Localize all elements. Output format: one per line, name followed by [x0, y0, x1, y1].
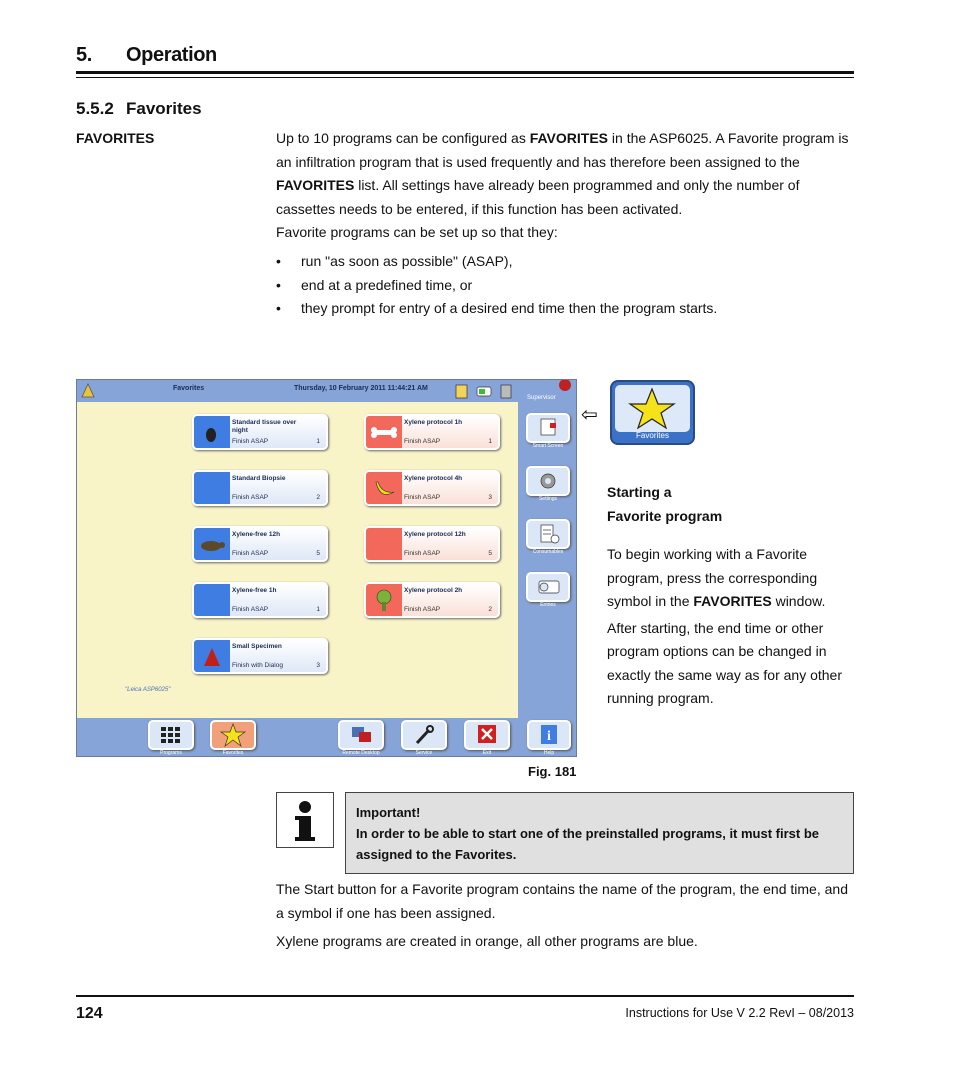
footer-rule	[76, 995, 854, 997]
start-text	[607, 543, 855, 711]
program-button[interactable]: Xylene protocol 4h Finish ASAP 3	[364, 470, 500, 506]
important-text: In order to be able to start one of the preinstalled programs, it must first be assigned to the Favorites.	[356, 826, 820, 862]
remote-desktop-button[interactable]	[338, 720, 384, 750]
help-label: Help	[543, 750, 555, 756]
important-title: Important!	[356, 805, 421, 820]
header-rule-thin	[76, 77, 854, 78]
smart-screen-button[interactable]	[526, 413, 570, 443]
user-icon	[553, 380, 577, 394]
banana-icon	[366, 472, 402, 504]
program-button[interactable]: Xylene-free 12h Finish ASAP 5	[192, 526, 328, 562]
info-icon	[276, 792, 334, 848]
program-symbol	[366, 528, 402, 560]
screen-title: Favorites	[173, 385, 205, 392]
program-symbol	[194, 416, 230, 448]
start-paragraph-2: After starting, the end time or other program options can be changed in exactly the same way as for any other running program.	[607, 619, 842, 706]
favorites-icon-face	[615, 385, 690, 432]
svg-text:i: i	[547, 729, 551, 744]
smart-screen-label: Smart Screen	[532, 443, 564, 449]
program-button[interactable]: Small Specimen Finish with Dialog 3	[192, 638, 328, 674]
chapter-title: Operation	[126, 44, 217, 66]
chapter-number: 5.	[76, 44, 92, 66]
section-title: Favorites	[126, 99, 202, 118]
specimen-icon	[194, 640, 230, 672]
page-number: 124	[76, 1005, 103, 1022]
start-paragraph-1: To begin working with a Favorite program, press the corresponding symbol in the FAVORITES window.	[607, 546, 826, 609]
screen-datetime: Thursday, 10 February 2011 11:44:21 AM	[294, 385, 428, 392]
service-label: Service	[415, 750, 433, 756]
programs-label: Programs	[160, 750, 182, 756]
options-list	[276, 250, 856, 321]
broccoli-icon	[366, 584, 402, 616]
favorites-tab-button[interactable]	[210, 720, 256, 750]
settings-button[interactable]	[526, 466, 570, 496]
section-heading	[76, 99, 202, 119]
entries-label: Entries	[540, 602, 556, 608]
status-icons	[455, 384, 515, 400]
list-item: • end at a predefined time, or	[276, 274, 856, 298]
bone-icon	[366, 416, 402, 448]
section-number: 5.5.2	[76, 99, 114, 118]
side-label: FAVORITES	[76, 130, 155, 146]
favorites-icon-label: Favorites	[636, 431, 669, 440]
help-button[interactable]	[527, 720, 571, 750]
list-item: • run "as soon as possible" (ASAP),	[276, 250, 856, 274]
list-item: • they prompt for entry of a desired end time then the program starts.	[276, 297, 856, 321]
favorites-icon	[610, 380, 695, 445]
intro-paragraph-1: Up to 10 programs can be configured as FAVORITES in the ASP6025. A Favorite program is an infiltration program that is used frequently and has therefore been assigned to the FAVORITES list. All settings have already been programmed and only the number of cassettes needs to be entered, if this function has been activated.	[276, 130, 849, 217]
user-label: Supervisor	[527, 395, 556, 401]
program-button[interactable]: Xylene protocol 2h Finish ASAP 2	[364, 582, 500, 618]
program-symbol	[194, 472, 230, 504]
chapter-heading	[76, 44, 217, 67]
start-heading: Starting a Favorite program	[607, 484, 723, 524]
favorites-label: Favorites	[222, 750, 244, 756]
service-button[interactable]	[401, 720, 447, 750]
star-icon	[615, 385, 690, 432]
settings-label: Settings	[538, 496, 558, 502]
footer-doc: Instructions for Use V 2.2 RevI – 08/2013	[625, 1006, 854, 1020]
program-symbol	[194, 584, 230, 616]
program-button[interactable]: Xylene protocol 12h Finish ASAP 5	[364, 526, 500, 562]
exit-button[interactable]	[464, 720, 510, 750]
program-button[interactable]: Xylene protocol 1h Finish ASAP 1	[364, 414, 500, 450]
figure-caption: Fig. 181	[528, 764, 577, 779]
entries-button[interactable]	[526, 572, 570, 602]
after-paragraph-1: The Start button for a Favorite program contains the name of the program, the end time, and a symbol if one has been assigned.	[276, 881, 848, 921]
program-button[interactable]: Standard tissue over night Finish ASAP 1	[192, 414, 328, 450]
after-paragraph-2: Xylene programs are created in orange, all other programs are blue.	[276, 933, 698, 949]
hazard-icon	[81, 383, 95, 399]
program-button[interactable]: Xylene-free 1h Finish ASAP 1	[192, 582, 328, 618]
important-note	[345, 792, 854, 874]
favorites-screenshot	[76, 379, 577, 757]
screen-watermark: "Leica ASP6025"	[125, 687, 171, 693]
program-button[interactable]: Standard Biopsie Finish ASAP 2	[192, 470, 328, 506]
consumables-button[interactable]	[526, 519, 570, 549]
arrow-left-icon: ⇦	[581, 404, 598, 426]
intro-paragraph-2: Favorite programs can be set up so that they:	[276, 224, 558, 240]
consumables-label: Consumables	[532, 549, 564, 555]
programs-button[interactable]	[148, 720, 194, 750]
remote-desktop-label: Remote Desktop	[342, 750, 380, 756]
turtle-icon	[194, 528, 230, 560]
header-rule	[76, 71, 854, 74]
exit-label: Exit	[482, 750, 492, 756]
intro-text	[276, 127, 856, 245]
